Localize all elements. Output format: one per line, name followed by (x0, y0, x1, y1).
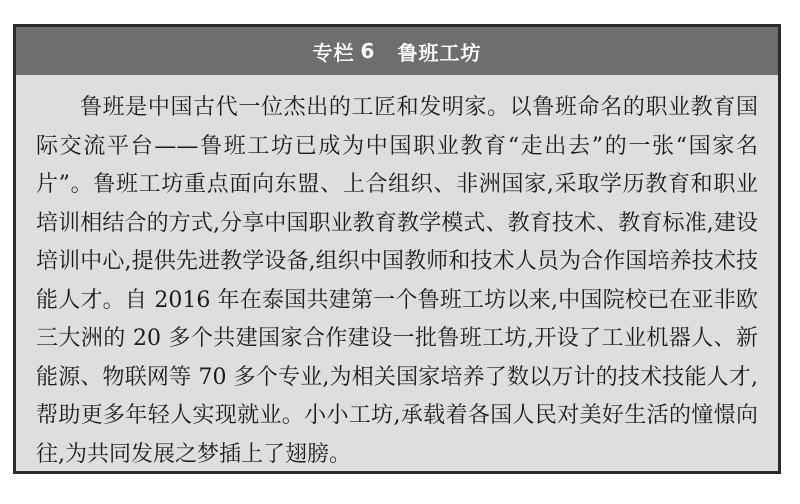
column-header (16, 27, 778, 75)
column-title: 鲁班工坊 (397, 40, 482, 65)
column-label: 专栏 (312, 40, 355, 65)
column-paragraph: 鲁班是中国古代一位杰出的工匠和发明家。以鲁班命名的职业教育国际交流平台——鲁班工坊已成为中国职业教育“走出去”的一张“国家名片”。鲁班工坊重点面向东盟、上合组织、非洲国家,采取学历教育和职业培训相结合的方式,分享中国职业教育教学模式、教育技术、教育标准,建设培训中心,提供先进教学设备,组织中国教师和技术人员为合作国培养技术技能人才。自 2016 年在泰国共建第一个鲁班工坊以来,中国院校已在亚非欧三大洲的 20 多个共建国家合作建设一批鲁班工坊,开设了工业机器人、新能源、物联网等 70 多个专业,为相关国家培养了数以万计的技术技能人才,帮助更多年轻人实现就业。小小工坊,承载着各国人民对美好生活的憧憬向往,为共同发展之梦插上了翅膀。 (36, 95, 758, 467)
column-box (13, 24, 781, 474)
column-number: 6 (360, 39, 376, 63)
